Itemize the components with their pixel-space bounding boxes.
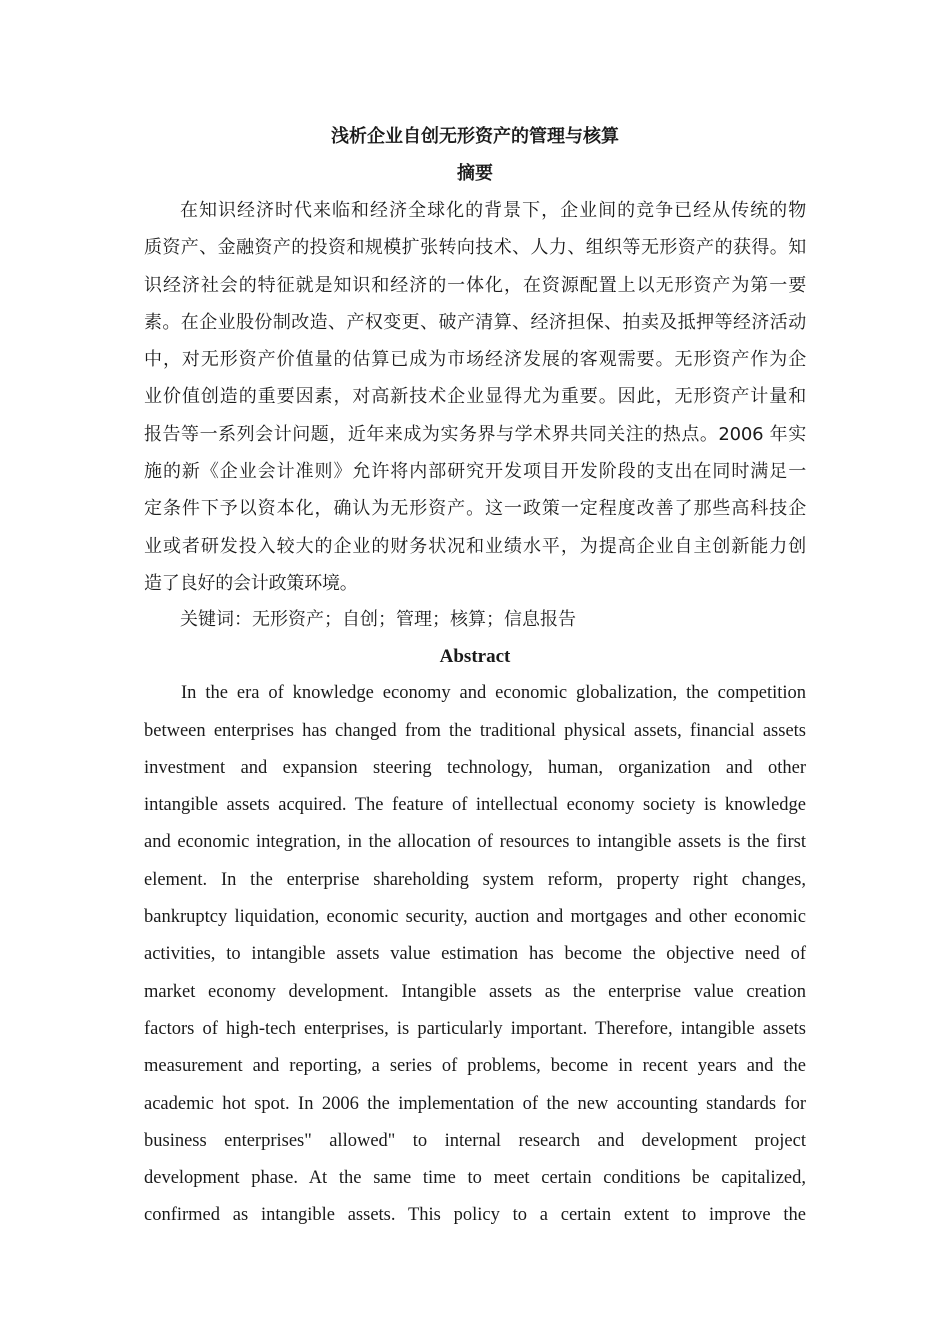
- abstract-en-line: and economic integration, in the allocation of resources to intangible assets is the first: [144, 832, 806, 853]
- abstract-cn-line: 中，对无形资产价值量的估算已成为市场经济发展的客观需要。无形资产作为企: [144, 349, 806, 371]
- abstract-cn-line: 业价值创造的重要因素，对高新技术企业显得尤为重要。因此，无形资产计量和: [144, 386, 806, 408]
- abstract-cn-line: 质资产、金融资产的投资和规模扩张转向技术、人力、组织等无形资产的获得。知: [144, 237, 806, 259]
- abstract-cn-line: 在知识经济时代来临和经济全球化的背景下，企业间的竞争已经从传统的物: [180, 200, 806, 221]
- abstract-en-line: investment and expansion steering technology, human, organization and other: [144, 757, 806, 778]
- abstract-en-line: bankruptcy liquidation, economic security, auction and mortgages and other economic: [144, 907, 806, 928]
- abstract-en-line: business enterprises" allowed" to internal research and development project: [144, 1130, 806, 1151]
- abstract-en-line: confirmed as intangible assets. This policy to a certain extent to improve the: [144, 1205, 806, 1226]
- abstract-body-en: [144, 675, 806, 1234]
- abstract-en-line: between enterprises has changed from the traditional physical assets, financial assets: [144, 720, 806, 741]
- abstract-en-line: activities, to intangible assets value estimation has become the objective need of: [144, 944, 806, 965]
- abstract-cn-line: 素。在企业股份制改造、产权变更、破产清算、经济担保、拍卖及抵押等经济活动: [144, 311, 806, 333]
- abstract-en-line: measurement and reporting, a series of problems, become in recent years and the: [144, 1056, 806, 1077]
- abstract-heading-en: Abstract: [439, 646, 511, 668]
- abstract-cn-line: 定条件下予以资本化，确认为无形资产。这一政策一定程度改善了那些高科技企: [144, 498, 806, 520]
- abstract-en-line: element. In the enterprise shareholding system reform, property right changes,: [144, 869, 806, 890]
- abstract-en-line: development phase. At the same time to meet certain conditions be capitalized,: [144, 1168, 806, 1189]
- abstract-cn-line: 造了良好的会计政策环境。: [144, 572, 358, 594]
- document-page: [144, 118, 806, 1235]
- abstract-en-line: market economy development. Intangible assets as the enterprise value creation: [144, 981, 806, 1002]
- abstract-cn-line: 识经济社会的特征就是知识和经济的一体化，在资源配置上以无形资产为第一要: [144, 274, 806, 296]
- document-title: 浅析企业自创无形资产的管理与核算: [331, 126, 619, 147]
- abstract-en-line: factors of high-tech enterprises, is particularly important. Therefore, intangible assets: [144, 1018, 806, 1039]
- abstract-heading-cn: 摘要: [457, 163, 493, 184]
- abstract-cn-line: 施的新《企业会计准则》允许将内部研究开发项目开发阶段的支出在同时满足一: [144, 461, 806, 483]
- abstract-en-line: intangible assets acquired. The feature of intellectual economy society is knowledge: [144, 795, 806, 816]
- abstract-en-line: academic hot spot. In 2006 the implementation of the new accounting standards for: [144, 1093, 806, 1114]
- abstract-cn-line: 报告等一系列会计问题，近年来成为实务界与学术界共同关注的热点。2006 年实: [144, 423, 806, 445]
- abstract-body-cn: [144, 192, 806, 602]
- keywords-cn: 关键词：无形资产；自创；管理；核算；信息报告: [180, 609, 576, 631]
- abstract-cn-line: 业或者研发投入较大的企业的财务状况和业绩水平，为提高企业自主创新能力创: [144, 535, 806, 557]
- abstract-en-line: In the era of knowledge economy and economic globalization, the competition: [181, 683, 806, 704]
